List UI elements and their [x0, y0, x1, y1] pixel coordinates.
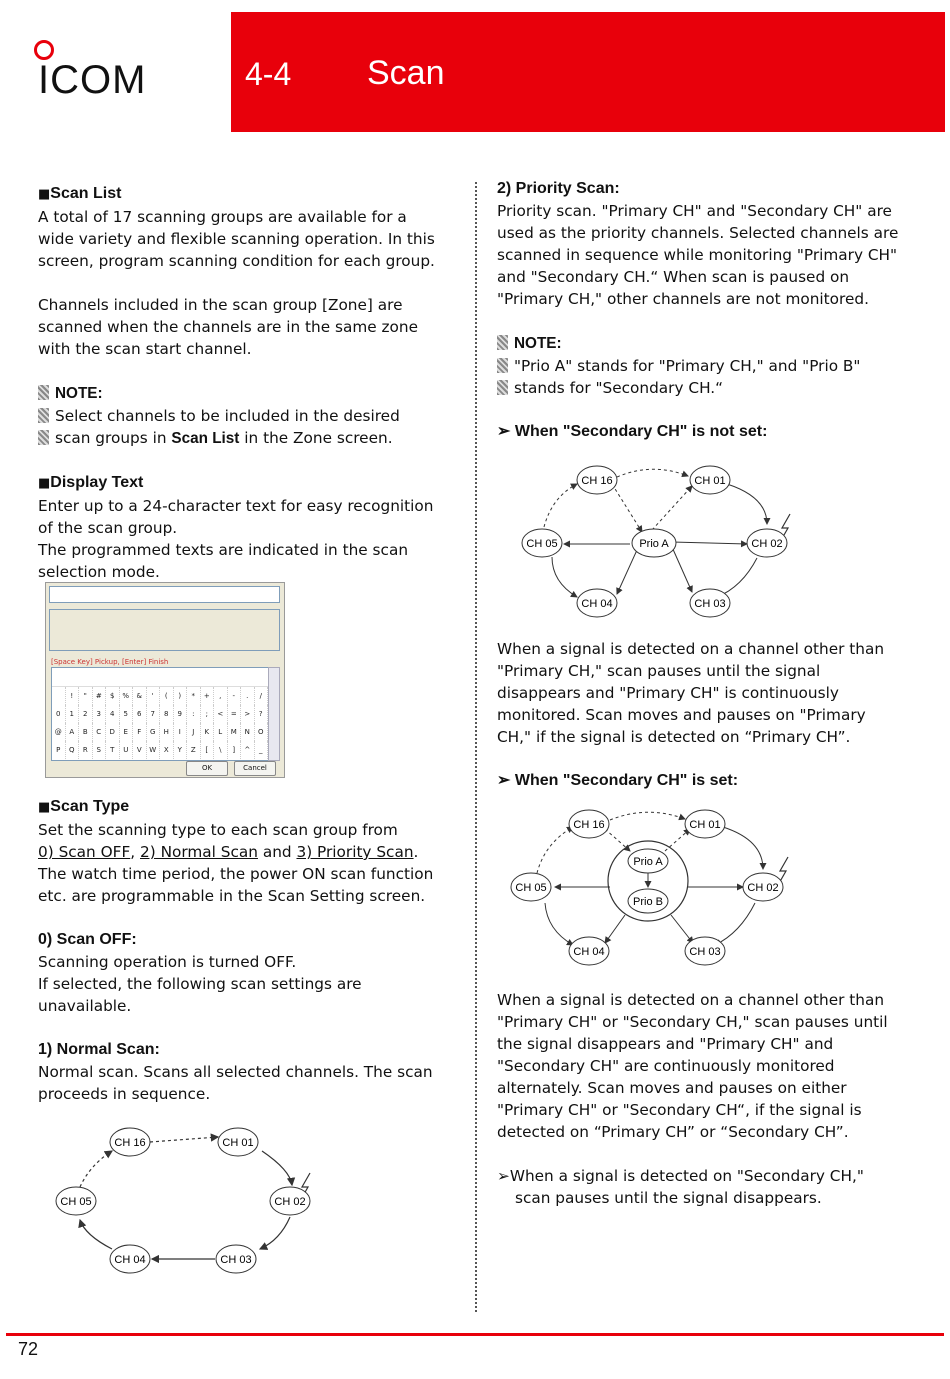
text-line: alternately. Scan moves and pauses on either	[497, 1079, 847, 1097]
text-line: used as the priority channels. Selected channels are	[497, 224, 899, 242]
text-line: "Primary CH" or "Secondary CH," scan pauses until	[497, 1013, 888, 1031]
text-line: proceeds in sequence.	[38, 1085, 211, 1103]
left-column	[38, 183, 458, 583]
diagram-label: CH 02	[747, 882, 779, 894]
section-title: Scan	[367, 54, 445, 92]
display-text-dialog	[45, 582, 285, 778]
note-icon	[497, 335, 508, 350]
note-line: stands for "Secondary CH.“	[497, 377, 917, 399]
text-line: scanned in sequence while monitoring "Primary CH"	[497, 246, 898, 264]
text-line: "Primary CH" or "Secondary CH“, if the signal is	[497, 1101, 862, 1119]
text-line: etc. are programmable in the Scan Setting screen.	[38, 887, 426, 905]
text-line: and "Secondary CH.“ When scan is paused on	[497, 268, 850, 286]
character-grid[interactable]	[51, 667, 269, 761]
diagram-label: Prio B	[633, 896, 663, 908]
diagram-label: Prio A	[639, 538, 669, 550]
diagram-label: CH 01	[694, 475, 726, 487]
diagram-label: CH 05	[515, 882, 547, 894]
column-divider	[475, 182, 477, 1312]
char-row: 0 1 2 3 4 5 6 7 8 9 : ; < = > ?	[52, 705, 268, 723]
text-line: "Primary CH," other channels are not monitored.	[497, 290, 869, 308]
diagram-label: CH 01	[222, 1137, 254, 1149]
diagram-label: CH 01	[689, 819, 721, 831]
text-preview-area	[49, 609, 280, 651]
logo-ring	[34, 40, 54, 60]
note-icon	[38, 385, 49, 400]
diagram-label: CH 03	[220, 1254, 252, 1266]
text-line: disappears and "Primary CH" is continuously	[497, 684, 839, 702]
scan-list-heading: ■Scan List	[38, 185, 122, 202]
note-line: scan groups in Scan List in the Zone screen.	[38, 427, 458, 450]
footer-rule	[6, 1333, 944, 1336]
text-line: detected on “Primary CH” or “Secondary CH”.	[497, 1123, 849, 1141]
diagram-label: CH 03	[689, 946, 721, 958]
diagram-label: CH 02	[751, 538, 783, 550]
text-line: If selected, the following scan settings are	[38, 975, 362, 993]
icom-logo	[34, 40, 164, 110]
case2-heading: ➢ When "Secondary CH" is set:	[497, 772, 739, 789]
arrow-bullet-icon: ➢	[497, 1167, 510, 1185]
right-column-lower	[497, 989, 917, 1209]
priority-scan-diagram-a	[512, 462, 802, 622]
diagram-label: CH 05	[60, 1196, 92, 1208]
text-line: When a signal is detected on a channel other than	[497, 991, 885, 1009]
note-label: NOTE:	[38, 382, 458, 405]
left-column-lower	[38, 796, 458, 1105]
text-line: unavailable.	[38, 997, 132, 1015]
text-line: A total of 17 scanning groups are available for a	[38, 208, 407, 226]
arrow-bullet-icon: ➢	[497, 423, 515, 440]
text-line: The programmed texts are indicated in the scan	[38, 541, 409, 559]
diagram-label: CH 03	[694, 598, 726, 610]
text-line: Normal scan. Scans all selected channels. The scan	[38, 1063, 433, 1081]
final-note-line: scan pauses until the signal disappears.	[515, 1189, 822, 1207]
cancel-button[interactable]: Cancel	[234, 761, 276, 776]
note-icon	[38, 408, 49, 423]
text-line: monitored. Scan moves and pauses on "Primary	[497, 706, 866, 724]
diagram-label: Prio A	[633, 856, 663, 868]
char-row: P Q R S T U V W X Y Z [ \ ] ^ _	[52, 741, 268, 759]
text-line: with the scan start channel.	[38, 340, 252, 358]
priority-scan-heading: 2) Priority Scan:	[497, 180, 620, 197]
diagram-label: CH 04	[573, 946, 605, 958]
text-line: CH," if the signal is detected on “Primary CH”.	[497, 728, 851, 746]
note-line: "Prio A" stands for "Primary CH," and "Prio B"	[497, 355, 917, 377]
text-line: Scanning operation is turned OFF.	[38, 953, 297, 971]
right-column	[497, 178, 917, 443]
diagram-label: CH 16	[581, 475, 613, 487]
diagram-label: CH 05	[526, 538, 558, 550]
display-text-heading: ■Display Text	[38, 474, 144, 491]
section-banner	[231, 12, 945, 132]
grid-scrollbar[interactable]	[268, 667, 280, 761]
diagram-label: CH 04	[114, 1254, 146, 1266]
note-icon	[497, 380, 508, 395]
scan-type-options: 0) Scan OFF, 2) Normal Scan and 3) Priority Scan.	[38, 843, 419, 861]
page-number: 72	[18, 1339, 39, 1359]
text-line: Priority scan. "Primary CH" and "Secondary CH" are	[497, 202, 892, 220]
note-label: NOTE:	[497, 332, 917, 355]
text-line: The watch time period, the power ON scan function	[38, 865, 434, 883]
text-line: When a signal is detected on a channel other than	[497, 640, 885, 658]
dialog-hint: [Space Key] Pickup, [Enter] Finish	[51, 658, 169, 666]
normal-scan-diagram	[50, 1125, 320, 1275]
text-line: "Secondary CH" are continuously monitored	[497, 1057, 835, 1075]
normal-scan-heading: 1) Normal Scan:	[38, 1041, 160, 1058]
scan-off-heading: 0) Scan OFF:	[38, 931, 137, 948]
text-line: of the scan group.	[38, 519, 178, 537]
right-column-mid	[497, 638, 917, 792]
text-line: screen, program scanning condition for each group.	[38, 252, 435, 270]
diagram-label: CH 16	[114, 1137, 146, 1149]
text-line: Enter up to a 24-character text for easy recognition	[38, 497, 434, 515]
final-note-line: ➢When a signal is detected on "Secondary CH,"	[497, 1167, 864, 1185]
text-line: "Primary CH," scan pauses until the signal	[497, 662, 821, 680]
text-line: Channels included in the scan group [Zone] are	[38, 296, 403, 314]
section-number: 4-4	[245, 56, 292, 92]
note-icon	[497, 358, 508, 373]
ok-button[interactable]: OK	[186, 761, 228, 776]
text-line: wide variety and flexible scanning operation. In this	[38, 230, 435, 248]
text-line: Set the scanning type to each scan group from	[38, 821, 398, 839]
priority-scan-diagram-b	[505, 805, 800, 970]
arrow-bullet-icon: ➢	[497, 772, 515, 789]
logo-text: ICOM	[38, 58, 147, 102]
case1-heading: ➢ When "Secondary CH" is not set:	[497, 423, 768, 440]
text-line: selection mode.	[38, 563, 160, 581]
char-row: ! " # $ % & ' ( ) * + , - . /	[52, 687, 268, 705]
text-entry-field[interactable]	[49, 586, 280, 603]
diagram-label: CH 02	[274, 1196, 306, 1208]
diagram-label: CH 04	[581, 598, 613, 610]
text-line: the signal disappears and "Primary CH" and	[497, 1035, 834, 1053]
char-row: @ A B C D E F G H I J K L M N O	[52, 723, 268, 741]
note-line: Select channels to be included in the desired	[38, 405, 458, 427]
text-line: scanned when the channels are in the same zone	[38, 318, 419, 336]
scan-type-heading: ■Scan Type	[38, 798, 130, 815]
note-icon	[38, 430, 49, 445]
diagram-label: CH 16	[573, 819, 605, 831]
